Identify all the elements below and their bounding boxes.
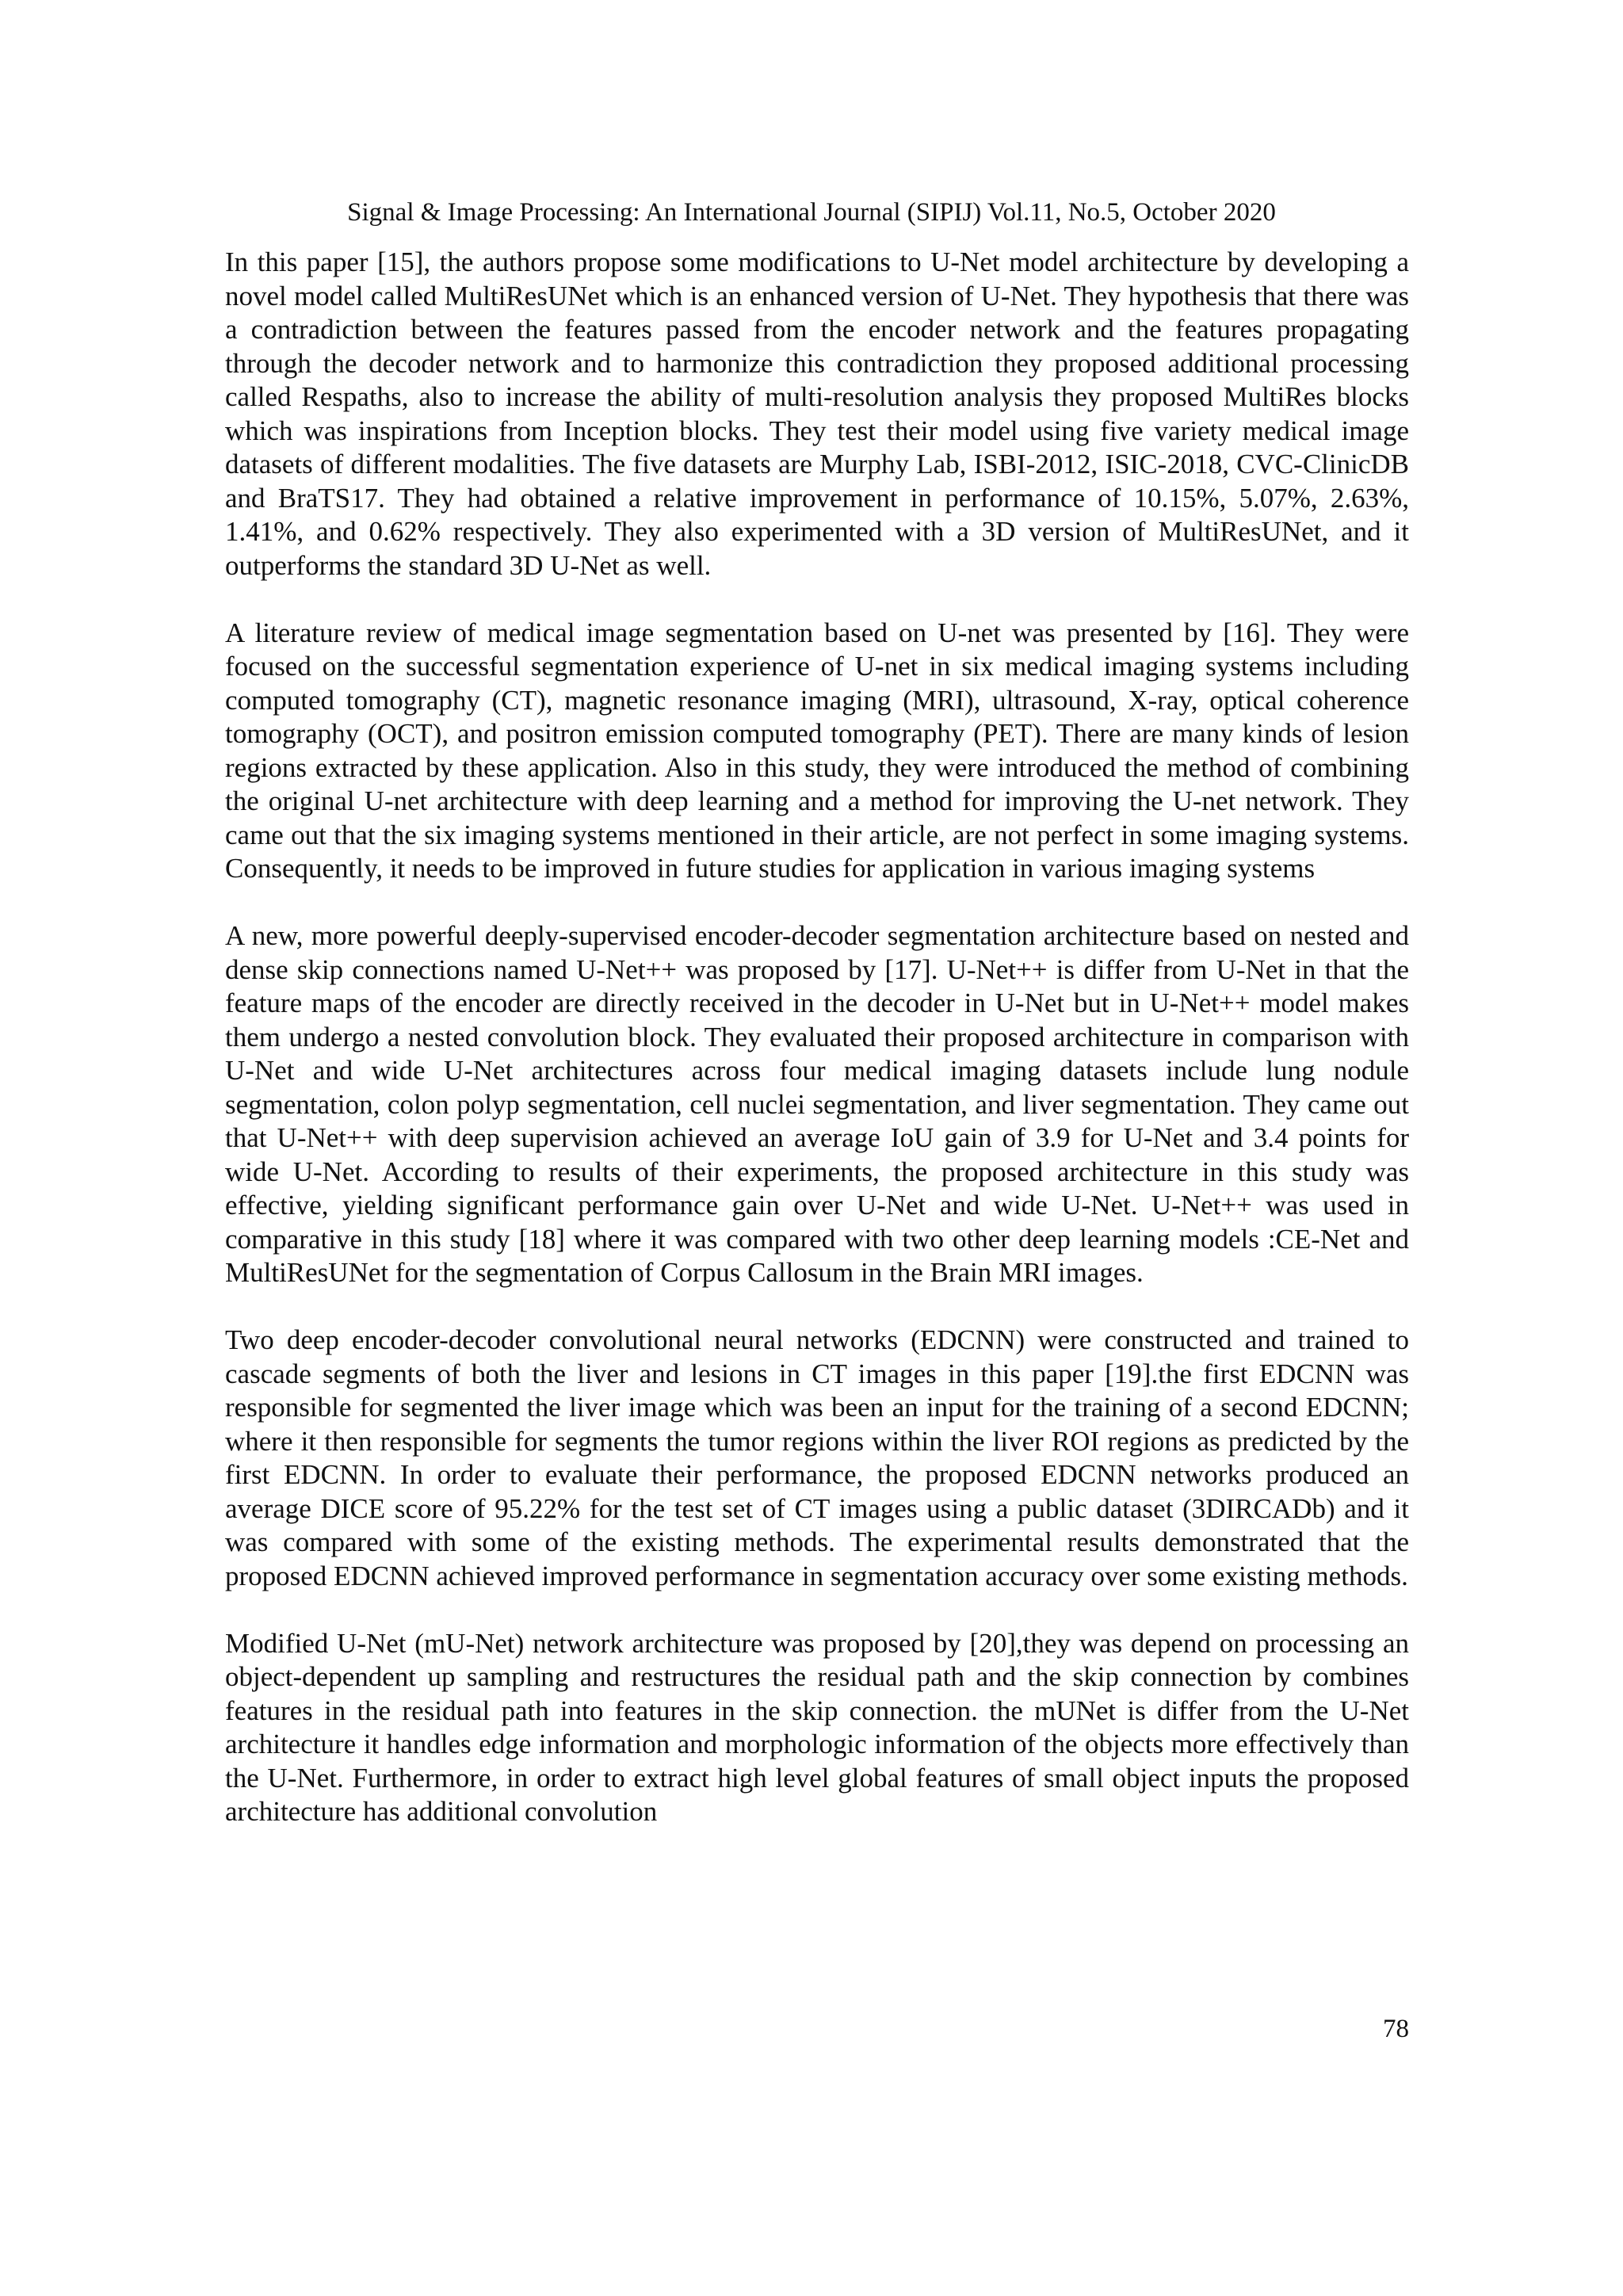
paragraph-edcnn: Two deep encoder-decoder convolutional neural networks (EDCNN) were constructed and trained to cascade segments of both the liver and lesions in CT images in this paper [19].the first EDCNN was responsible for segmented the liver image which was been an input for the training of a second EDCNN; where it then responsible for segments the tumor regions within the liver ROI regions as predicted by the first EDCNN. In order to evaluate their performance, the proposed EDCNN networks produced an average DICE score of 95.22% for the test set of CT images using a public dataset (3DIRCADb) and it was compared with some of the existing methods. The experimental results demonstrated that the proposed EDCNN achieved improved performance in segmentation accuracy over some existing methods. xyxy=(225,1324,1409,1591)
running-header: Signal & Image Processing: An International Journal (SIPIJ) Vol.11, No.5, October 2020 xyxy=(347,198,1276,227)
paragraph-multiresunet: In this paper [15], the authors propose some modifications to U-Net model architecture by developing a novel model called MultiResUNet which is an enhanced version of U-Net. They hypothesis that there was a contradiction between the features passed from the encoder network and the features propagating through the decoder network and to harmonize this contradiction they proposed additional processing called Respaths, also to increase the ability of multi-resolution analysis they proposed MultiRes blocks which was inspirations from Inception blocks. They test their model using five variety medical image datasets of different modalities. The five datasets are Murphy Lab, ISBI-2012, ISIC-2018, CVC-ClinicDB and BraTS17. They had obtained a relative improvement in performance of 10.15%, 5.07%, 2.63%, 1.41%, and 0.62% respectively. They also experimented with a 3D version of MultiResUNet, and it outperforms the standard 3D U-Net as well. xyxy=(225,246,1409,581)
paragraph-mu-net: Modified U-Net (mU-Net) network architecture was proposed by [20],they was depend on processing an object-dependent up sampling and restructures the residual path and the skip connection by combines features in the residual path into features in the skip connection. the mUNet is differ from the U-Net architecture it handles edge information and morphologic information of the objects more effectively than the U-Net. Furthermore, in order to extract high level global features of small object inputs the proposed architecture has additional convolution xyxy=(225,1627,1409,1827)
paragraph-literature-review: A literature review of medical image segmentation based on U-net was presented by [16]. They were focused on the successful segmentation experience of U-net in six medical imaging systems including computed tomography (CT), magnetic resonance imaging (MRI), ultrasound, X-ray, optical coherence tomography (OCT), and positron emission computed tomography (PET). There are many kinds of lesion regions extracted by these application. Also in this study, they were introduced the method of combining the original U-net architecture with deep learning and a method for improving the U-net network. They came out that the six imaging systems mentioned in their article, are not perfect in some imaging systems. Consequently, it needs to be improved in future studies for application in various imaging systems xyxy=(225,617,1409,884)
paragraph-unet-plus-plus: A new, more powerful deeply-supervised encoder-decoder segmentation architecture based on nested and dense skip connections named U-Net++ was proposed by [17]. U-Net++ is differ from U-Net in that the feature maps of the encoder are directly received in the decoder in U-Net but in U-Net++ model makes them undergo a nested convolution block. They evaluated their proposed architecture in comparison with U-Net and wide U-Net architectures across four medical imaging datasets include lung nodule segmentation, colon polyp segmentation, cell nuclei segmentation, and liver segmentation. They came out that U-Net++ with deep supervision achieved an average IoU gain of 3.9 for U-Net and 3.4 points for wide U-Net. According to results of their experiments, the proposed architecture in this study was effective, yielding significant performance gain over U-Net and wide U-Net. U-Net++ was used in comparative in this study [18] where it was compared with two other deep learning models :CE-Net and MultiResUNet for the segmentation of Corpus Callosum in the Brain MRI images. xyxy=(225,920,1409,1288)
article-body xyxy=(225,246,1409,1862)
page-number: 78 xyxy=(1383,2015,1409,2043)
